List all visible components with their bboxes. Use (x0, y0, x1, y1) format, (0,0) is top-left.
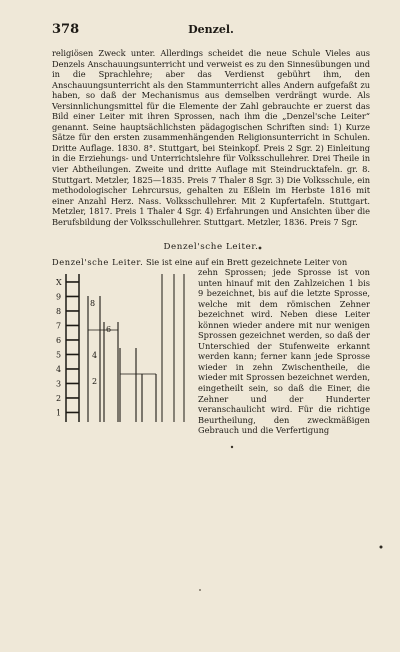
main-ladder-label: 8 (56, 306, 62, 316)
ladder-4-label: 4 (92, 351, 98, 360)
main-ladder-label: 9 (56, 292, 62, 302)
main-ladder-label: X (56, 277, 62, 287)
section-lead (52, 257, 370, 268)
body-paragraph-text: religiösen Zweck unter. Allerdings scheidet die neue Schule Vieles aus Denzels Anschauungsunterricht und verweist es zu den Sinnesübungen und in die Sprachlehre; aber das Verdienst gebührt ihm, den Anschauungsunterricht als den Stammunterricht alles Andern aufgefaßt zu haben, so daß der Mechanismus aus demselben verdrängt wurde. Als Versinnlichungsmittel für die Elemente der Zahl gebrauchte er zuerst das Bild einer Leiter mit ihren Sprossen, nach ihm die „Denzel'sche Leiter“ genannt. Seine hauptsächlichsten pädagogischen Schriften sind: 1) Kurze Sätze für den ersten zusammenhängenden Religionsunterricht in Schulen. Dritte Auflage. 1830. 8°. Stuttgart, bei Steinkopf. Preis 2 Sgr. 2) Einleitung in die Erziehungs- und Unterrichtslehre für Volksschullehrer. Drei Theile in vier Abtheilungen. Zweite und dritte Auflage mit Steindrucktafeln. gr. 8. Stuttgart. Metzler, 1825—1835. Preis 7 Thaler 8 Sgr. 3) Die Volksschule, ein methodologischer Lehrcursus, gehalten zu Eßlein im Herbste 1816 mit einer Anzahl Herz. Nass. Volksschullehrer. Mit 2 Kupfertafeln. Stuttgart. Metzler, 1817. Preis 1 Thaler 4 Sgr. 4) Erfahrungen und Ansichten über die Berufsbildung der Volksschullehrer. Stuttgart. Metzler, 1836. Preis 7 Sgr. (52, 48, 370, 227)
speck (199, 589, 201, 591)
section-title: Denzel'sche Leiter. (163, 242, 259, 252)
body-paragraph (52, 48, 370, 227)
main-ladder-rungs (66, 282, 79, 413)
ladder-diagram (52, 270, 188, 420)
main-ladder-label: 5 (56, 350, 62, 360)
right-column-paragraph: zehn Sprossen; jede Sprosse ist von unten hinauf mit den Zahlzeichen 1 bis 9 bezeichnet, bis auf die letzte Sprosse, welche mit dem römischen Zehner bezeichnet wird. Neben diese Leiter können wieder andere mit nur wenigen Sprossen gezeichnet werden, so daß der Unterschied der Stufenweite erkannt werden kann; ferner kann jede Sprosse wieder in zehn Zwischentheile, die wieder mit Sprossen bezeichnet werden, eingetheilt sein, so daß die Einer, die Zehner und der Hunderter veranschaulicht wird. Für die richtige Beurtheilung, den zweckmäßigen Gebrauch und die Verfertigung (198, 267, 370, 436)
main-ladder-label: 1 (56, 408, 62, 418)
ladder-8-label: 8 (90, 299, 96, 308)
page-header (52, 22, 370, 38)
main-ladder-labels (56, 278, 62, 418)
ladder-6-label: 6 (106, 325, 112, 334)
main-ladder-label: 7 (56, 321, 62, 331)
ladder-svg (52, 270, 188, 420)
section-lead-text: Sie ist eine auf ein Brett gezeichnete Leiter von (145, 257, 348, 267)
running-head: Denzel. (188, 23, 234, 36)
speck (231, 446, 233, 448)
right-column-text (198, 267, 370, 436)
ladder-2-label: 2 (92, 377, 98, 386)
speck (380, 546, 383, 549)
main-ladder-label: 2 (56, 393, 62, 403)
main-ladder-label: 6 (56, 335, 62, 345)
main-ladder-label: 4 (56, 364, 62, 374)
section-lead-term: Denzel'sche Leiter. (52, 257, 144, 267)
main-ladder-label: 3 (56, 379, 62, 389)
page-number: 378 (52, 22, 80, 37)
